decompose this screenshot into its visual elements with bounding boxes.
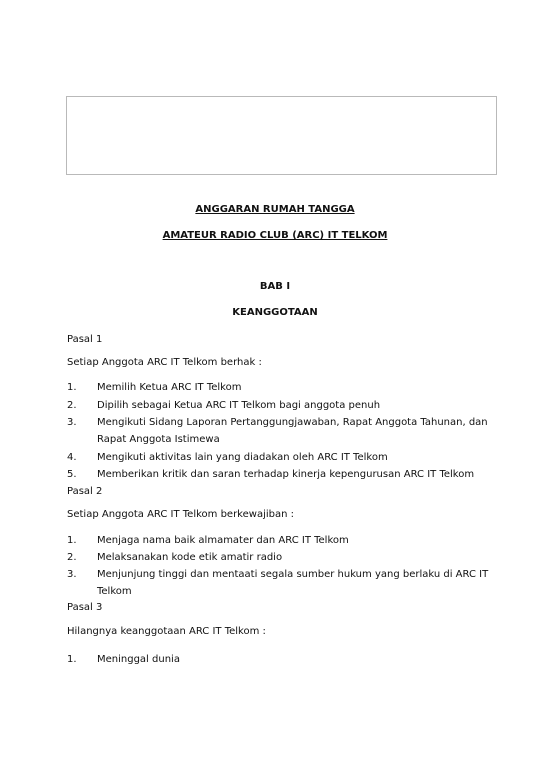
list-item-text: Dipilih sebagai Ketua ARC IT Telkom bagi anggota penuh bbox=[97, 400, 381, 411]
section-heading: Pasal 3 bbox=[67, 602, 103, 613]
list-item-text: Memberikan kritik dan saran terhadap kinerja kepengurusan ARC IT Telkom bbox=[97, 469, 475, 480]
list-item-number: 1. bbox=[67, 382, 77, 393]
chapter-title: KEANGGOTAAN bbox=[232, 307, 318, 318]
section-intro: Hilangnya keanggotaan ARC IT Telkom : bbox=[67, 626, 266, 637]
document-title: ANGGARAN RUMAH TANGGA bbox=[195, 204, 355, 215]
section-intro: Setiap Anggota ARC IT Telkom berkewajiban : bbox=[67, 509, 294, 520]
list-item-text: Menjunjung tinggi dan mentaati segala sumber hukum yang berlaku di ARC IT Telkom bbox=[97, 569, 489, 597]
list-item-number: 4. bbox=[67, 452, 77, 463]
list-item-text: Mengikuti aktivitas lain yang diadakan oleh ARC IT Telkom bbox=[97, 452, 388, 463]
list-item-text: Mengikuti Sidang Laporan Pertanggungjawaban, Rapat Anggota Tahunan, dan Rapat Anggota Istimewa bbox=[97, 417, 488, 445]
list-item-text: Meninggal dunia bbox=[97, 654, 180, 665]
list-item-text: Melaksanakan kode etik amatir radio bbox=[97, 552, 283, 563]
section-intro: Setiap Anggota ARC IT Telkom berhak : bbox=[67, 357, 262, 368]
list-item-number: 1. bbox=[67, 535, 77, 546]
section-heading: Pasal 2 bbox=[67, 486, 103, 497]
list-item-number: 2. bbox=[67, 552, 77, 563]
header-box bbox=[66, 96, 497, 175]
chapter-number: BAB I bbox=[259, 281, 291, 292]
list-item-number: 3. bbox=[67, 417, 77, 428]
list-item-number: 5. bbox=[67, 469, 77, 480]
list-item-number: 3. bbox=[67, 569, 77, 580]
list-item-number: 2. bbox=[67, 400, 77, 411]
document-subtitle: AMATEUR RADIO CLUB (ARC) IT TELKOM bbox=[162, 230, 388, 241]
section-heading: Pasal 1 bbox=[67, 334, 103, 345]
list-item-number: 1. bbox=[67, 654, 77, 665]
list-item-text: Memilih Ketua ARC IT Telkom bbox=[97, 382, 242, 393]
list-item-text: Menjaga nama baik almamater dan ARC IT Telkom bbox=[97, 535, 349, 546]
